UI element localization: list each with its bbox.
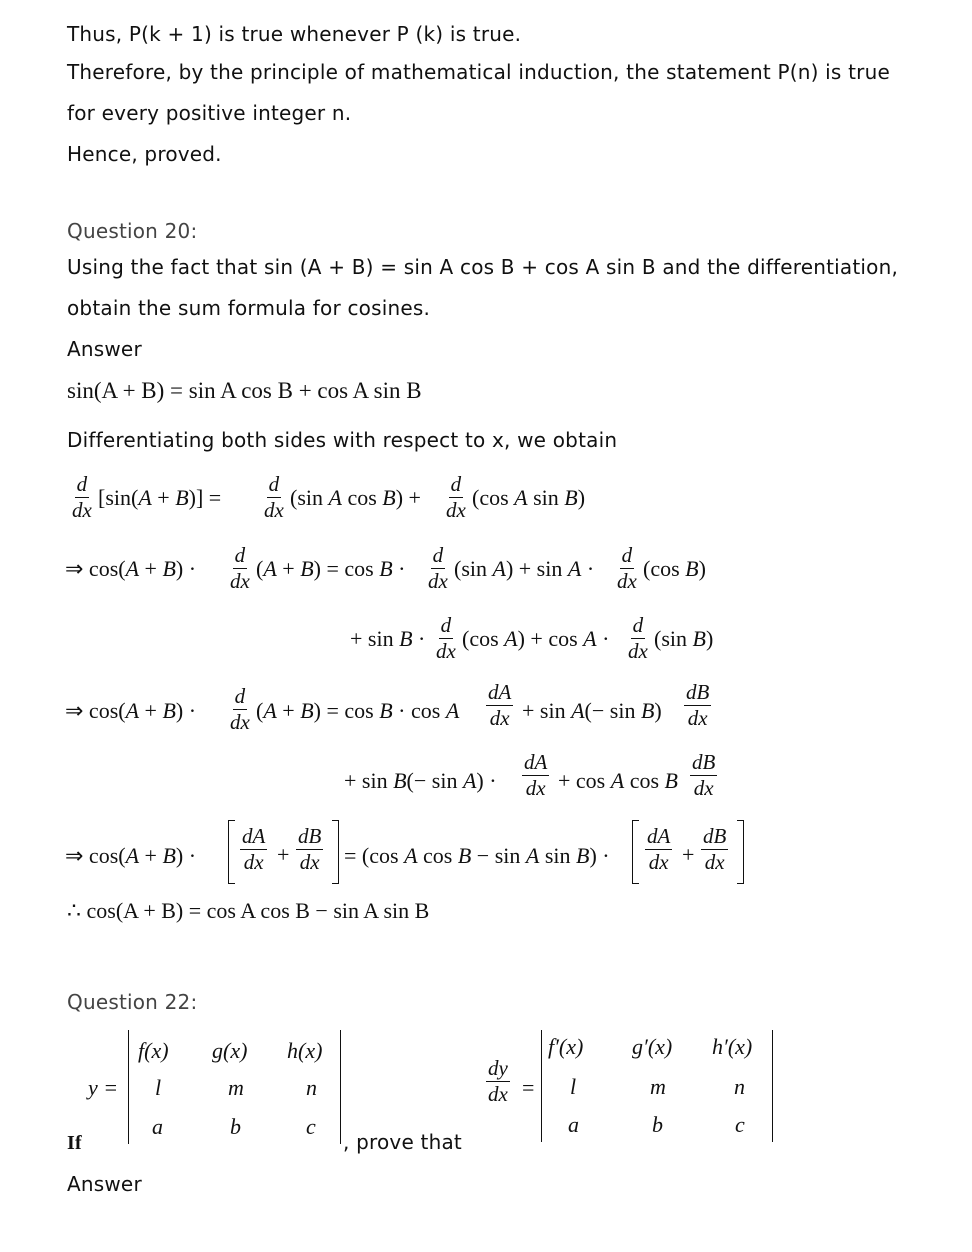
q20-differentiating-text: Differentiating both sides with respect to x, we obtain	[67, 428, 618, 452]
q20-text-1: Using the fact that sin (A + B) = sin A cos B + cos A sin B and the differentiation,	[67, 255, 899, 279]
q20-answer-label: Answer	[67, 337, 142, 361]
q22-prove-text: , prove that	[343, 1130, 462, 1154]
q20-heading: Question 20:	[67, 219, 198, 243]
q22-heading: Question 22:	[67, 990, 198, 1014]
q22-if-label: If	[67, 1132, 82, 1154]
q20-given-equation: sin(A + B) = sin A cos B + cos A sin B	[67, 378, 422, 403]
intro-line-1: Thus, P(k + 1) is true whenever P (k) is true.	[67, 22, 522, 46]
y-label: y =	[88, 1075, 119, 1100]
q20-text-2: obtain the sum formula for cosines.	[67, 296, 431, 320]
intro-line-4: Hence, proved.	[67, 142, 222, 166]
intro-line-2: Therefore, by the principle of mathematical induction, the statement P(n) is true	[67, 60, 890, 84]
q22-answer-label: Answer	[67, 1172, 142, 1196]
q20-conclusion: ∴ cos(A + B) = cos A cos B − sin A sin B	[67, 898, 430, 923]
intro-line-3: for every positive integer n.	[67, 101, 352, 125]
